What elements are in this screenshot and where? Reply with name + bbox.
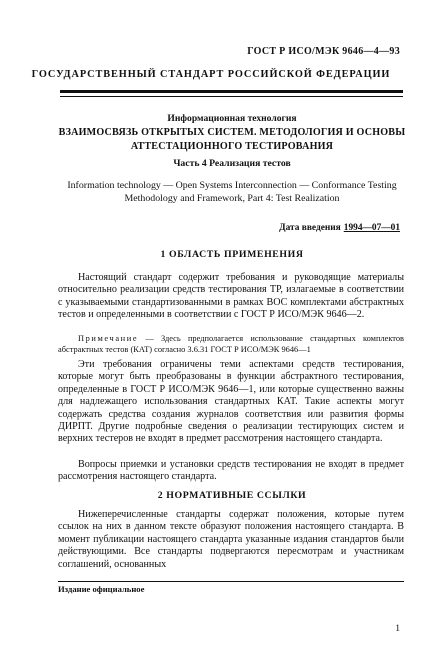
- date-label: Дата введения: [279, 223, 341, 233]
- note-text: — Здесь предполагается использование стандартных комплектов абстрактных тестов (КАТ) согласно 3.6.31 ГОСТ Р ИСО/МЭК 9646—1: [58, 334, 404, 354]
- note-label: Примечание: [78, 334, 139, 343]
- main-title: ВЗАИМОСВЯЗЬ ОТКРЫТЫХ СИСТЕМ. МЕТОДОЛОГИЯ И ОСНОВЫ АТТЕСТАЦИОННОГО ТЕСТИРОВАНИЯ: [58, 127, 406, 152]
- paragraph: Настоящий стандарт содержит требования и руководящие материалы относительно реализации средств тестирования ТР, излагаемые в соответствии с указываемыми стандартизованными в рамках ВОС комплектами абстрактных тестов и определенными в соответствии с ГОСТ Р ИСО/МЭК 9646—2.: [58, 272, 404, 321]
- section-heading-scope: 1 ОБЛАСТЬ ПРИМЕНЕНИЯ: [160, 249, 304, 260]
- standard-title: ГОСУДАРСТВЕННЫЙ СТАНДАРТ РОССИЙСКОЙ ФЕДЕРАЦИИ: [31, 69, 391, 80]
- paragraph: Нижеперечисленные стандарты содержат положения, которые путем ссылок на них в данном тексте образуют положения настоящего стандарта. В момент публикации настоящего стандарта указанные издания стандартов были действующими. Все стандарты подвергаются пересмотрам и участникам соглашений, основанных: [58, 509, 404, 570]
- document-code: ГОСТ Р ИСО/МЭК 9646—4—93: [247, 46, 400, 57]
- section-heading-references: 2 НОРМАТИВНЫЕ ССЫЛКИ: [157, 490, 307, 501]
- part-title: Часть 4 Реализация тестов: [173, 158, 291, 169]
- english-title: Information technology — Open Systems Interconnection — Conformance Testing Methodology and Framework, Part 4: Test Realization: [67, 180, 397, 204]
- header-rule-thin: [60, 96, 403, 97]
- paragraph: Вопросы приемки и установки средств тестирования не входят в предмет рассмотрения настоящего стандарта.: [58, 459, 404, 483]
- page-number: 1: [395, 623, 400, 634]
- note: [58, 334, 404, 355]
- date-value: 1994—07—01: [343, 223, 400, 233]
- series-title: Информационная технология: [167, 113, 297, 124]
- paragraph: Эти требования ограничены теми аспектами средств тестирования, которые могут быть преобразованы в функции абстрактного тестирования, определенные в ГОСТ Р ИСО/МЭК 9646—1, или которые существенно важны для надлежащего использования стандартных КАТ. Такие аспекты могут содержать средства создания журналов соответствия или развития формы ДИРПТ. Другие подробные сведения о реализации тестирующих систем и верхних тестеров не входят в предмет рассмотрения настоящего стандарта.: [58, 359, 404, 445]
- header-rule-thick: [60, 90, 403, 93]
- effective-date: [279, 223, 400, 233]
- footer-rule: [58, 581, 404, 582]
- edition-note: Издание официальное: [58, 584, 145, 594]
